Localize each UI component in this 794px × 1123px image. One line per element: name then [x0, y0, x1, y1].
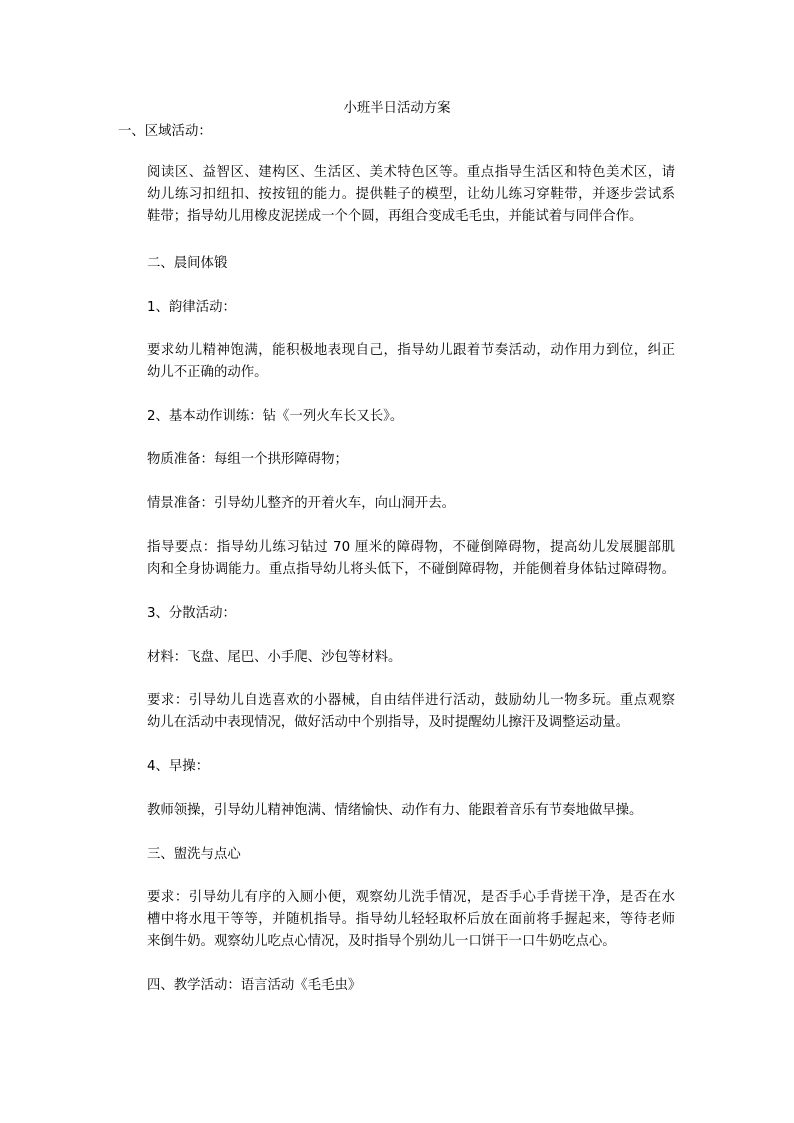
paragraph-line: 教师领操，引导幼儿精神饱满、情绪愉快、动作有力、能跟着音乐有节奏地做早操。	[147, 803, 643, 818]
paragraph-line: 阅读区、益智区、建构区、生活区、美术特色区等。重点指导生活区和特色美术区，请	[147, 165, 675, 180]
subsection-heading: 3、分散活动：	[147, 606, 236, 621]
paragraph-line: 鞋带；指导幼儿用橡皮泥搓成一个个圆，再组合变成毛毛虫，并能试着与同伴合作。	[147, 209, 643, 224]
paragraph-line: 要求：引导幼儿自选喜欢的小器械，自由结伴进行活动，鼓励幼儿一物多玩。重点观察	[147, 693, 675, 708]
section-heading-regional-activity: 一、区域活动：	[118, 124, 212, 139]
paragraph-line: 要求幼儿精神饱满，能积极地表现自己，指导幼儿跟着节奏活动，动作用力到位，纠正	[147, 343, 675, 358]
paragraph-line: 指导要点：指导幼儿练习钻过 70 厘米的障碍物，不碰倒障碍物，提高幼儿发展腿部肌	[147, 540, 675, 555]
section-heading-teaching-activity: 四、教学活动：语言活动《毛毛虫》	[147, 978, 362, 993]
paragraph-line: 肉和全身协调能力。重点指导幼儿将头低下，不碰倒障碍物，并能侧着身体钻过障碍物。	[147, 562, 675, 577]
subsection-heading: 1、韵律活动：	[147, 300, 236, 315]
section-heading-washing-snack: 三、盥洗与点心	[147, 847, 241, 862]
paragraph-line: 情景准备：引导幼儿整齐的开着火车，向山洞开去。	[147, 496, 455, 511]
subsection-heading: 4、早操：	[147, 759, 210, 774]
paragraph-line: 来倒牛奶。观察幼儿吃点心情况，及时指导个别幼儿一口饼干一口牛奶吃点心。	[147, 934, 616, 949]
paragraph-line: 材料：飞盘、尾巴、小手爬、沙包等材料。	[147, 650, 402, 665]
paragraph-line: 幼儿练习扣纽扣、按按钮的能力。提供鞋子的模型，让幼儿练习穿鞋带，并逐步尝试系	[147, 187, 675, 202]
paragraph-line: 槽中将水甩干等等，并随机指导。指导幼儿轻轻取杯后放在面前将手握起来，等待老师	[147, 912, 675, 927]
paragraph-line: 要求：引导幼儿有序的入厕小便，观察幼儿洗手情况，是否手心手背搓干净，是否在水	[147, 890, 675, 905]
section-heading-morning-exercise: 二、晨间体锻	[147, 256, 228, 271]
document-title: 小班半日活动方案	[343, 101, 451, 116]
paragraph-line: 幼儿在活动中表现情况，做好活动中个别指导，及时提醒幼儿擦汗及调整运动量。	[147, 715, 630, 730]
subsection-heading: 2、基本动作训练：钻《一列火车长又长》。	[147, 409, 404, 424]
paragraph-line: 幼儿不正确的动作。	[147, 365, 268, 380]
paragraph-line: 物质准备：每组一个拱形障碍物；	[147, 452, 348, 467]
